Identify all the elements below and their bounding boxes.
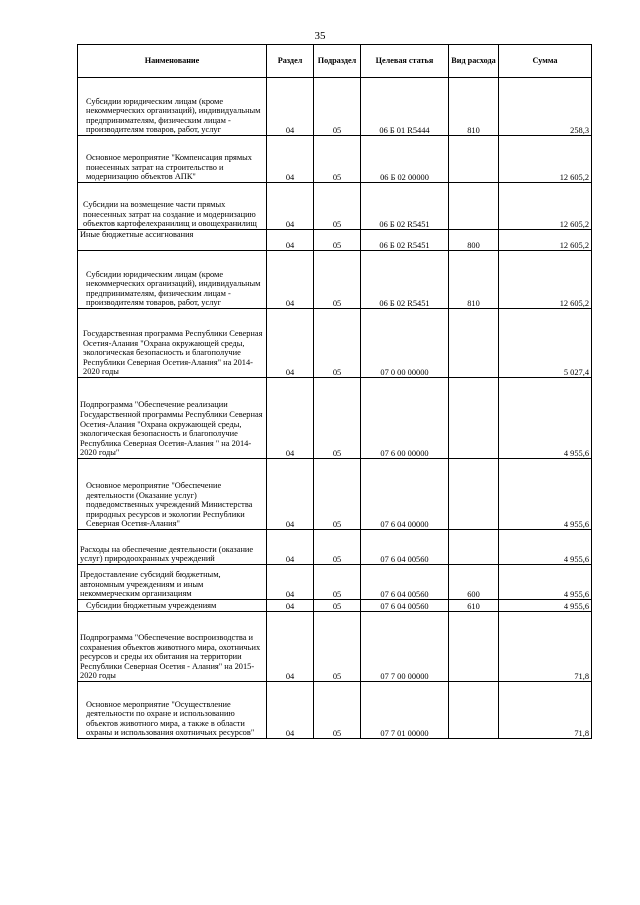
row-celevaya: 06 Б 02 R5451: [361, 183, 449, 230]
row-celevaya: 07 6 04 00000: [361, 459, 449, 530]
table-row: [78, 309, 592, 378]
table-row: [78, 78, 592, 136]
row-name: Предоставление субсидий бюджетным, автономным учреждениям и иным некоммерческим организациям: [78, 565, 267, 600]
row-name: Иные бюджетные ассигнования: [78, 230, 267, 251]
row-vid: [449, 682, 499, 739]
row-summa: 4 955,6: [499, 600, 592, 612]
row-celevaya: 07 6 04 00560: [361, 565, 449, 600]
table-row: [78, 612, 592, 682]
row-summa: 4 955,6: [499, 565, 592, 600]
row-podrazdel: 05: [314, 612, 361, 682]
row-razdel: 04: [267, 78, 314, 136]
row-celevaya: 07 6 04 00560: [361, 530, 449, 565]
row-summa: 71,8: [499, 612, 592, 682]
row-podrazdel: 05: [314, 459, 361, 530]
row-podrazdel: 05: [314, 183, 361, 230]
row-razdel: 04: [267, 530, 314, 565]
row-podrazdel: 05: [314, 378, 361, 459]
table-row: [78, 530, 592, 565]
row-name: Субсидии на возмещение части прямых понесенных затрат на создание и модернизацию объектов картофелехранилищ и овощехранилищ: [78, 183, 267, 230]
row-celevaya: 06 Б 02 R5451: [361, 230, 449, 251]
row-razdel: 04: [267, 565, 314, 600]
row-vid: [449, 183, 499, 230]
row-name: Основное мероприятие "Компенсация прямых понесенных затрат на строительство и модернизацию объектов АПК": [78, 136, 267, 183]
row-summa: 12 605,2: [499, 230, 592, 251]
table-row: [78, 565, 592, 600]
row-podrazdel: 05: [314, 565, 361, 600]
row-summa: 4 955,6: [499, 459, 592, 530]
table-row: [78, 251, 592, 309]
row-podrazdel: 05: [314, 682, 361, 739]
header-name: Наименование: [78, 45, 267, 78]
row-name: Государственная программа Республики Северная Осетия-Алания "Охрана окружающей среды, экологическая безопасность и благополучие Республики Северная Осетия-Алания" на 2014-2020 годы: [78, 309, 267, 378]
row-vid: 810: [449, 251, 499, 309]
row-summa: 258,3: [499, 78, 592, 136]
row-razdel: 04: [267, 230, 314, 251]
row-vid: [449, 530, 499, 565]
row-name: Субсидии бюджетным учреждениям: [78, 600, 267, 612]
row-razdel: 04: [267, 183, 314, 230]
row-celevaya: 07 0 00 00000: [361, 309, 449, 378]
row-name: Расходы на обеспечение деятельности (оказание услуг) природоохранных учреждений: [78, 530, 267, 565]
row-summa: 71,8: [499, 682, 592, 739]
row-vid: 600: [449, 565, 499, 600]
row-summa: 12 605,2: [499, 136, 592, 183]
row-podrazdel: 05: [314, 136, 361, 183]
row-summa: 12 605,2: [499, 183, 592, 230]
row-podrazdel: 05: [314, 230, 361, 251]
table-row: [78, 459, 592, 530]
row-celevaya: 07 7 01 00000: [361, 682, 449, 739]
row-summa: 4 955,6: [499, 530, 592, 565]
row-name: Субсидии юридическим лицам (кроме некоммерческих организаций), индивидуальным предпринимателям, физическим лицам - производителям товаров, работ, услуг: [78, 78, 267, 136]
row-razdel: 04: [267, 378, 314, 459]
header-celevaya: Целевая статья: [361, 45, 449, 78]
row-razdel: 04: [267, 600, 314, 612]
row-celevaya: 07 7 00 00000: [361, 612, 449, 682]
row-celevaya: 06 Б 02 R5451: [361, 251, 449, 309]
row-vid: [449, 136, 499, 183]
row-vid: 610: [449, 600, 499, 612]
row-podrazdel: 05: [314, 251, 361, 309]
row-vid: 810: [449, 78, 499, 136]
table-row: [78, 183, 592, 230]
row-celevaya: 07 6 00 00000: [361, 378, 449, 459]
row-celevaya: 07 6 04 00560: [361, 600, 449, 612]
row-summa: 5 027,4: [499, 309, 592, 378]
table-header-row: [78, 45, 592, 78]
row-podrazdel: 05: [314, 600, 361, 612]
page-number: 35: [314, 30, 326, 42]
table-row: [78, 600, 592, 612]
row-vid: 800: [449, 230, 499, 251]
row-celevaya: 06 Б 01 R5444: [361, 78, 449, 136]
row-vid: [449, 378, 499, 459]
row-podrazdel: 05: [314, 309, 361, 378]
table-row: [78, 136, 592, 183]
row-vid: [449, 309, 499, 378]
row-razdel: 04: [267, 136, 314, 183]
header-podrazdel: Подраздел: [314, 45, 361, 78]
table-row: [78, 378, 592, 459]
header-vid: Вид расхода: [449, 45, 499, 78]
row-name: Основное мероприятие "Осуществление деятельности по охране и использованию объектов животного мира, а также в области охраны и использования охотничьих ресурсов": [78, 682, 267, 739]
row-name: Основное мероприятие "Обеспечение деятельности (Оказание услуг) подведомственных учреждений Министерства природных ресурсов и экологии Республики Северная Осетия-Алания": [78, 459, 267, 530]
row-name: Субсидии юридическим лицам (кроме некоммерческих организаций), индивидуальным предпринимателям, физическим лицам - производителям товаров, работ, услуг: [78, 251, 267, 309]
row-podrazdel: 05: [314, 530, 361, 565]
row-summa: 12 605,2: [499, 251, 592, 309]
row-vid: [449, 459, 499, 530]
row-podrazdel: 05: [314, 78, 361, 136]
header-razdel: Раздел: [267, 45, 314, 78]
row-name: Подпрограмма "Обеспечение реализации Государственной программы Республики Северная Осетия-Алания "Охрана окружающей среды, экологическая безопасность и благополучие Республика Северная Осетия-Алания " на 2014-2020 годы": [78, 378, 267, 459]
row-name: Подпрограмма "Обеспечение воспроизводства и сохранения объектов животного мира, охотничьих ресурсов и среды их обитания на территории Республики Северная Осетия - Алания" на 2015-2020 годы: [78, 612, 267, 682]
row-razdel: 04: [267, 309, 314, 378]
row-summa: 4 955,6: [499, 378, 592, 459]
table-row: [78, 682, 592, 739]
row-razdel: 04: [267, 459, 314, 530]
row-razdel: 04: [267, 682, 314, 739]
budget-table: [77, 44, 592, 739]
row-razdel: 04: [267, 612, 314, 682]
row-vid: [449, 612, 499, 682]
header-summa: Сумма: [499, 45, 592, 78]
row-razdel: 04: [267, 251, 314, 309]
row-celevaya: 06 Б 02 00000: [361, 136, 449, 183]
table-row: [78, 230, 592, 251]
